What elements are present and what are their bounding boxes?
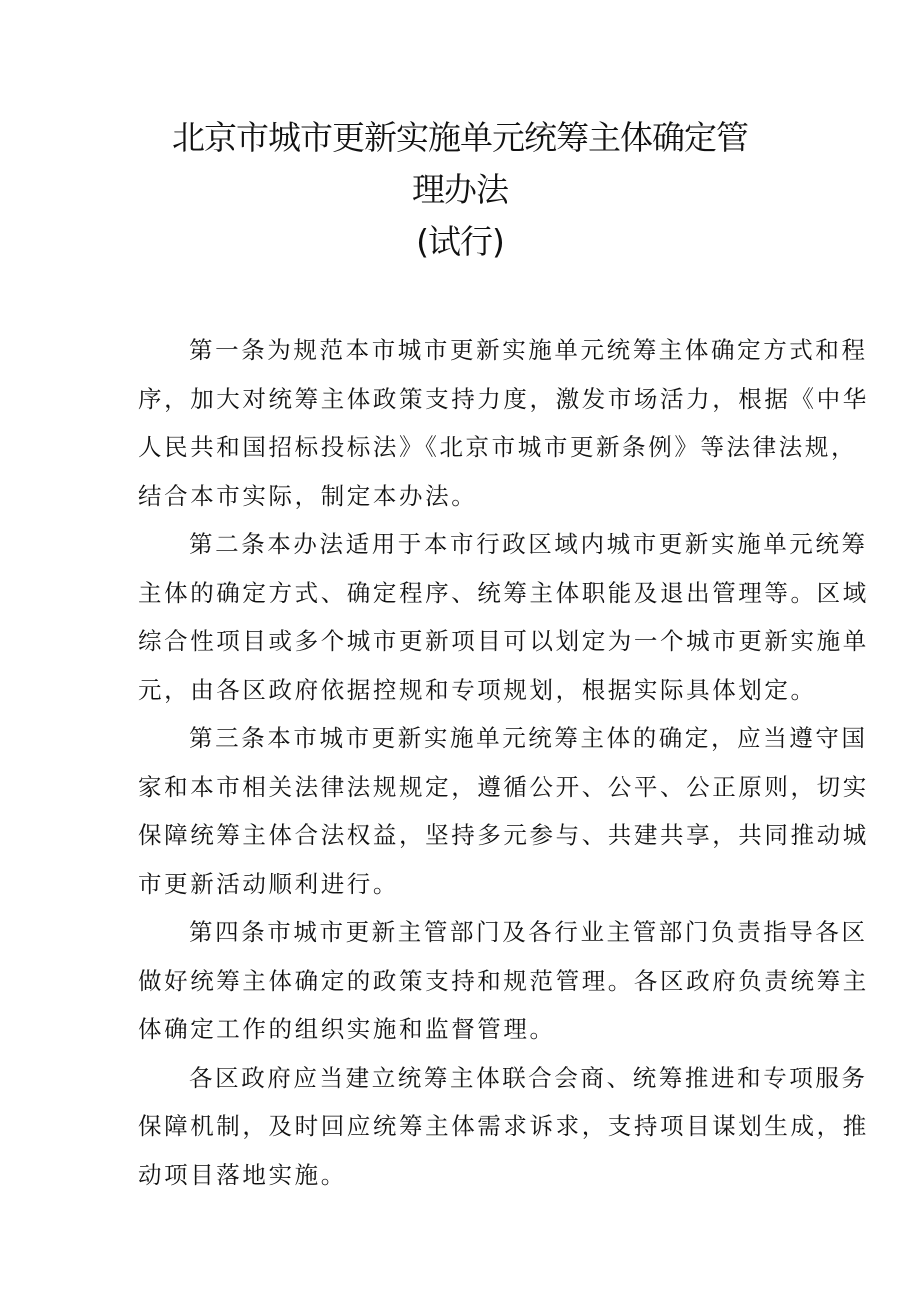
paragraph-line: 人民共和国招标投标法》《北京市城市更新条例》等法律法规，	[138, 433, 858, 461]
document-title	[0, 112, 920, 268]
paragraph-line: 结合本市实际，制定本办法。	[138, 481, 478, 510]
paragraph-line: 元，由各区政府依据控规和专项规划，根据实际具体划定。	[138, 675, 817, 704]
paragraph-line: 第二条本办法适用于本市行政区域内城市更新实施单元统筹	[189, 530, 868, 558]
paragraph-line: 体确定工作的组织实施和监督管理。	[138, 1015, 556, 1043]
paragraph-article-3	[138, 714, 869, 908]
paragraph-line: 第三条本市城市更新实施单元统筹主体的确定，应当遵守国	[189, 724, 868, 752]
paragraph-line: 动项目落地实施。	[138, 1160, 347, 1189]
paragraph-article-2	[138, 520, 869, 714]
paragraph-line: 各区政府应当建立统筹主体联合会商、统筹推进和专项服务	[189, 1063, 868, 1092]
title-line-2: 理办法	[412, 170, 508, 209]
paragraph-line: 保障统筹主体合法权益，坚持多元参与、共建共享，共同推动城	[138, 821, 869, 849]
paragraph-line: 第四条市城市更新主管部门及各行业主管部门负责指导各区	[189, 918, 868, 946]
paragraph-article-4	[138, 908, 869, 1054]
paragraph-article-4-2	[138, 1054, 869, 1200]
title-line-3: (试行)	[416, 222, 504, 261]
paragraph-line: 第一条为规范本市城市更新实施单元统筹主体确定方式和程	[189, 336, 868, 364]
paragraph-article-1	[138, 326, 869, 520]
paragraph-line: 保障机制，及时回应统筹主体需求诉求，支持项目谋划生成，推	[138, 1112, 869, 1140]
paragraph-line: 主体的确定方式、确定程序、统筹主体职能及退出管理等。区域	[138, 578, 869, 607]
paragraph-line: 综合性项目或多个城市更新项目可以划定为一个城市更新实施单	[138, 627, 869, 655]
paragraph-line: 家和本市相关法律法规规定，遵循公开、公平、公正原则，切实	[138, 772, 869, 801]
paragraph-line: 序，加大对统筹主体政策支持力度，激发市场活力，根据《中华	[138, 384, 869, 413]
title-line-1: 北京市城市更新实施单元统筹主体确定管	[172, 118, 748, 157]
document-body	[138, 326, 869, 1199]
paragraph-line: 市更新活动顺利进行。	[138, 869, 399, 898]
paragraph-line: 做好统筹主体确定的政策支持和规范管理。各区政府负责统筹主	[138, 966, 869, 995]
